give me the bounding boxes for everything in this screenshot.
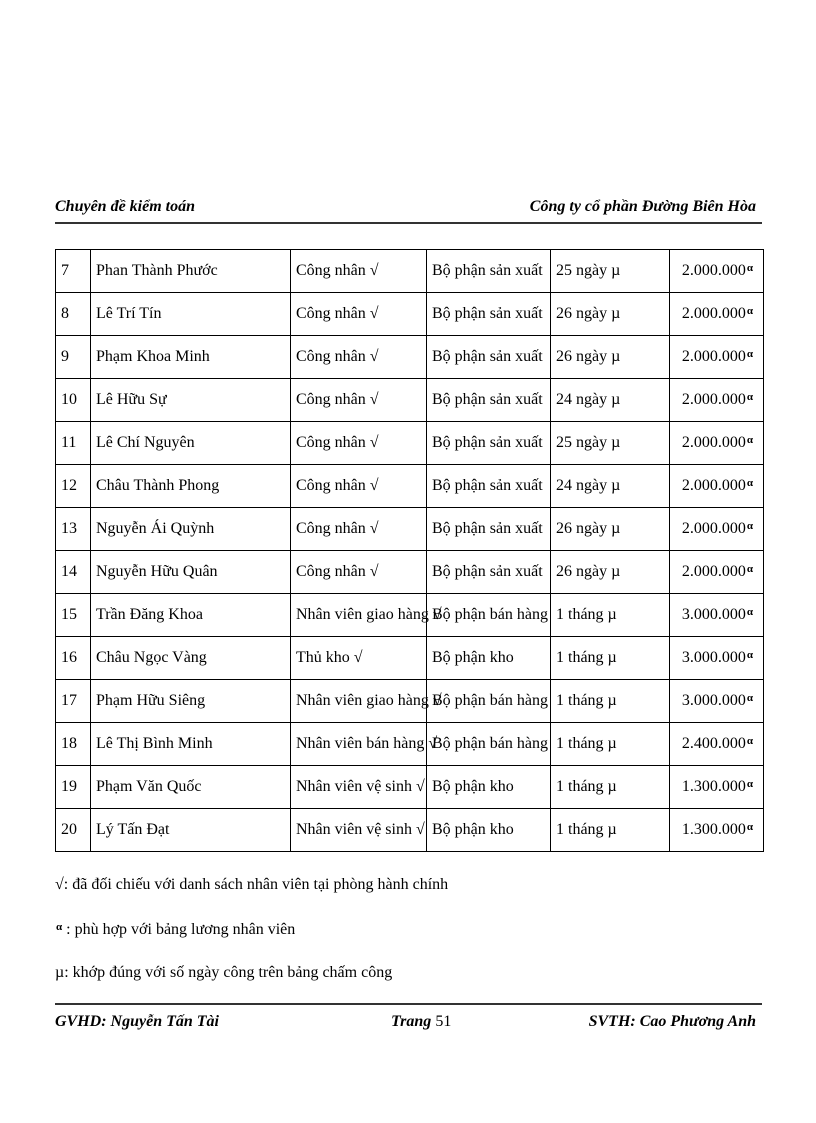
alpha-mark: α [746, 778, 753, 790]
alpha-mark: α [746, 649, 753, 661]
department-cell: Bộ phận sản xuất [427, 379, 551, 422]
row-number-cell: 16 [56, 637, 91, 680]
alpha-mark: α [746, 692, 753, 704]
employee-name-cell: Phạm Khoa Minh [91, 336, 291, 379]
employee-name-cell: Lê Hữu Sự [91, 379, 291, 422]
salary-value: 2.000.000 [681, 262, 746, 279]
salary-cell [670, 293, 764, 336]
alpha-mark: α [746, 262, 753, 274]
salary-cell [670, 250, 764, 293]
alpha-mark: α [746, 520, 753, 532]
department-cell: Bộ phận sản xuất [427, 465, 551, 508]
working-time-cell: 26 ngày µ [551, 551, 670, 594]
row-number-cell: 12 [56, 465, 91, 508]
table-row [56, 379, 764, 422]
alpha-mark: α [746, 563, 753, 575]
salary-value: 2.000.000 [681, 391, 746, 408]
table-row [56, 680, 764, 723]
table-row [56, 508, 764, 551]
row-number-cell: 9 [56, 336, 91, 379]
note-alpha [55, 921, 295, 939]
footer-left: GVHD: Nguyễn Tấn Tài [55, 1013, 219, 1030]
position-cell: Công nhân √ [291, 508, 427, 551]
employee-table [55, 249, 764, 852]
working-time-cell: 24 ngày µ [551, 465, 670, 508]
note-mu: µ: khớp đúng với số ngày công trên bảng chấm công [55, 964, 393, 981]
header-right-title: Công ty cổ phần Đường Biên Hòa [529, 198, 756, 215]
table-row [56, 766, 764, 809]
position-cell: Công nhân √ [291, 422, 427, 465]
salary-cell [670, 551, 764, 594]
working-time-cell: 1 tháng µ [551, 637, 670, 680]
working-time-cell: 24 ngày µ [551, 379, 670, 422]
salary-value: 2.000.000 [681, 348, 746, 365]
employee-name-cell: Phạm Hữu Siêng [91, 680, 291, 723]
alpha-mark: α [746, 305, 753, 317]
page-header [55, 196, 762, 224]
alpha-mark: α [746, 606, 753, 618]
alpha-mark: α [746, 348, 753, 360]
salary-cell [670, 680, 764, 723]
alpha-mark: α [746, 477, 753, 489]
row-number-cell: 15 [56, 594, 91, 637]
salary-value: 3.000.000 [681, 606, 746, 623]
table-row [56, 422, 764, 465]
employee-name-cell: Lê Thị Bình Minh [91, 723, 291, 766]
salary-value: 2.000.000 [681, 305, 746, 322]
working-time-cell: 25 ngày µ [551, 250, 670, 293]
employee-name-cell: Lê Trí Tín [91, 293, 291, 336]
row-number-cell: 8 [56, 293, 91, 336]
note-alpha-text: : phù hợp với bảng lương nhân viên [62, 921, 296, 938]
employee-name-cell: Lý Tấn Đạt [91, 809, 291, 852]
alpha-mark: α [746, 391, 753, 403]
position-cell: Công nhân √ [291, 551, 427, 594]
salary-cell [670, 809, 764, 852]
position-cell: Thủ kho √ [291, 637, 427, 680]
working-time-cell: 26 ngày µ [551, 336, 670, 379]
position-cell: Công nhân √ [291, 336, 427, 379]
salary-value: 3.000.000 [681, 692, 746, 709]
row-number-cell: 18 [56, 723, 91, 766]
salary-cell [670, 422, 764, 465]
header-left-title: Chuyên đề kiểm toán [55, 198, 196, 215]
department-cell: Bộ phận bán hàng [427, 594, 551, 637]
department-cell: Bộ phận sản xuất [427, 293, 551, 336]
employee-name-cell: Trần Đăng Khoa [91, 594, 291, 637]
salary-value: 2.000.000 [681, 434, 746, 451]
working-time-cell: 26 ngày µ [551, 293, 670, 336]
alpha-mark: α [746, 434, 753, 446]
row-number-cell: 10 [56, 379, 91, 422]
department-cell: Bộ phận sản xuất [427, 422, 551, 465]
position-cell: Công nhân √ [291, 293, 427, 336]
salary-value: 1.300.000 [681, 821, 746, 838]
table-row [56, 637, 764, 680]
salary-cell [670, 336, 764, 379]
salary-cell [670, 594, 764, 637]
employee-name-cell: Phan Thành Phước [91, 250, 291, 293]
position-cell: Nhân viên bán hàng √ [291, 723, 427, 766]
department-cell: Bộ phận bán hàng [427, 680, 551, 723]
employee-name-cell: Châu Thành Phong [91, 465, 291, 508]
position-cell: Công nhân √ [291, 379, 427, 422]
row-number-cell: 14 [56, 551, 91, 594]
department-cell: Bộ phận kho [427, 766, 551, 809]
table-row [56, 336, 764, 379]
row-number-cell: 17 [56, 680, 91, 723]
employee-name-cell: Nguyễn Hữu Quân [91, 551, 291, 594]
table-row [56, 293, 764, 336]
position-cell: Nhân viên vệ sinh √ [291, 766, 427, 809]
working-time-cell: 1 tháng µ [551, 723, 670, 766]
table-row [56, 723, 764, 766]
employee-name-cell: Phạm Văn Quốc [91, 766, 291, 809]
salary-value: 2.000.000 [681, 477, 746, 494]
department-cell: Bộ phận sản xuất [427, 250, 551, 293]
row-number-cell: 13 [56, 508, 91, 551]
position-cell: Nhân viên vệ sinh √ [291, 809, 427, 852]
salary-cell [670, 723, 764, 766]
salary-value: 2.400.000 [681, 735, 746, 752]
table-row [56, 594, 764, 637]
row-number-cell: 19 [56, 766, 91, 809]
row-number-cell: 20 [56, 809, 91, 852]
employee-name-cell: Châu Ngọc Vàng [91, 637, 291, 680]
position-cell: Nhân viên giao hàng √ [291, 594, 427, 637]
department-cell: Bộ phận sản xuất [427, 551, 551, 594]
employee-name-cell: Nguyễn Ái Quỳnh [91, 508, 291, 551]
table-row [56, 809, 764, 852]
department-cell: Bộ phận sản xuất [427, 336, 551, 379]
table-row [56, 250, 764, 293]
salary-value: 1.300.000 [681, 778, 746, 795]
page-footer [55, 1003, 762, 1035]
salary-cell [670, 465, 764, 508]
page-number-value: 51 [435, 1013, 452, 1030]
department-cell: Bộ phận kho [427, 637, 551, 680]
table-row [56, 551, 764, 594]
salary-cell [670, 766, 764, 809]
page-number [391, 1013, 451, 1031]
employee-name-cell: Lê Chí Nguyên [91, 422, 291, 465]
working-time-cell: 1 tháng µ [551, 809, 670, 852]
footer-right: SVTH: Cao Phương Anh [588, 1013, 756, 1030]
position-cell: Công nhân √ [291, 250, 427, 293]
department-cell: Bộ phận sản xuất [427, 508, 551, 551]
alpha-mark: α [746, 821, 753, 833]
position-cell: Nhân viên giao hàng √ [291, 680, 427, 723]
salary-cell [670, 637, 764, 680]
salary-value: 2.000.000 [681, 520, 746, 537]
row-number-cell: 11 [56, 422, 91, 465]
working-time-cell: 1 tháng µ [551, 594, 670, 637]
position-cell: Công nhân √ [291, 465, 427, 508]
note-check: √: đã đối chiếu với danh sách nhân viên tại phòng hành chính [55, 876, 449, 893]
salary-value: 2.000.000 [681, 563, 746, 580]
salary-value: 3.000.000 [681, 649, 746, 666]
page-label: Trang [391, 1013, 432, 1030]
working-time-cell: 1 tháng µ [551, 680, 670, 723]
working-time-cell: 26 ngày µ [551, 508, 670, 551]
alpha-mark: α [56, 921, 63, 933]
salary-cell [670, 379, 764, 422]
department-cell: Bộ phận kho [427, 809, 551, 852]
working-time-cell: 1 tháng µ [551, 766, 670, 809]
department-cell: Bộ phận bán hàng [427, 723, 551, 766]
salary-cell [670, 508, 764, 551]
row-number-cell: 7 [56, 250, 91, 293]
alpha-mark: α [746, 735, 753, 747]
employee-table-body [56, 250, 764, 852]
table-row [56, 465, 764, 508]
working-time-cell: 25 ngày µ [551, 422, 670, 465]
